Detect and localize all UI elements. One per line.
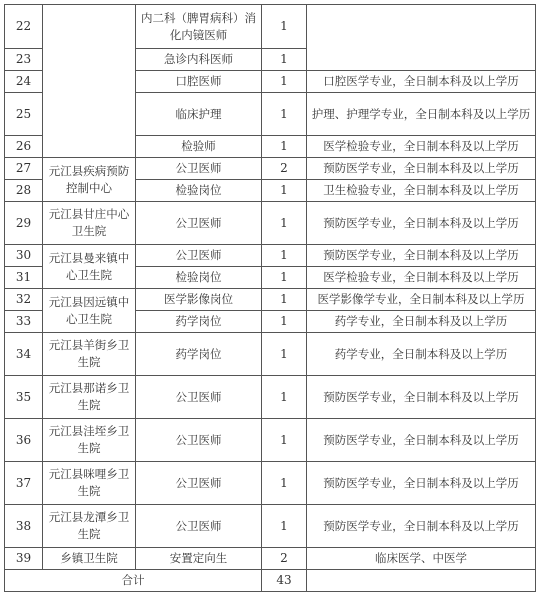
row-number: 39: [5, 548, 43, 570]
table-row: [5, 245, 536, 267]
unit-name: 元江县咪哩乡卫生院: [43, 462, 136, 505]
post-name: 公卫医师: [136, 158, 262, 180]
post-count: 2: [262, 548, 307, 570]
post-name: 公卫医师: [136, 202, 262, 245]
row-number: 35: [5, 376, 43, 419]
table-row: [5, 289, 536, 311]
row-number: 30: [5, 245, 43, 267]
table-row: [5, 548, 536, 570]
post-name: 内二科（脾胃病科）消化内镜医师: [136, 5, 262, 49]
post-name: 公卫医师: [136, 376, 262, 419]
table-row: [5, 333, 536, 376]
unit-name: 元江县羊街乡卫生院: [43, 333, 136, 376]
unit-name: 元江县洼垤乡卫生院: [43, 419, 136, 462]
row-number: 36: [5, 419, 43, 462]
post-count: 1: [262, 180, 307, 202]
post-name: 公卫医师: [136, 419, 262, 462]
row-number: 34: [5, 333, 43, 376]
requirement: 医学影像学专业，全日制本科及以上学历: [307, 289, 536, 311]
post-name: 药学岗位: [136, 333, 262, 376]
post-count: 1: [262, 245, 307, 267]
post-count: 1: [262, 289, 307, 311]
post-count: 2: [262, 158, 307, 180]
row-number: 33: [5, 311, 43, 333]
requirement: 临床医学、中医学: [307, 548, 536, 570]
table-row: [5, 462, 536, 505]
row-number: 29: [5, 202, 43, 245]
requirement: 预防医学专业，全日制本科及以上学历: [307, 376, 536, 419]
requirement: 预防医学专业，全日制本科及以上学历: [307, 158, 536, 180]
row-number: 32: [5, 289, 43, 311]
post-name: 检验岗位: [136, 267, 262, 289]
table-row: [5, 376, 536, 419]
table-row: [5, 505, 536, 548]
unit-name: 元江县那诺乡卫生院: [43, 376, 136, 419]
row-number: 24: [5, 71, 43, 93]
unit-name: 元江县曼来镇中心卫生院: [43, 245, 136, 289]
requirement: 药学专业，全日制本科及以上学历: [307, 333, 536, 376]
post-count: 1: [262, 202, 307, 245]
post-name: 药学岗位: [136, 311, 262, 333]
post-count: 1: [262, 462, 307, 505]
requirement: [307, 5, 536, 71]
row-number: 31: [5, 267, 43, 289]
row-number: 25: [5, 93, 43, 136]
requirement: 护理、护理学专业，全日制本科及以上学历: [307, 93, 536, 136]
total-row: [5, 570, 536, 592]
row-number: 37: [5, 462, 43, 505]
post-name: 医学影像岗位: [136, 289, 262, 311]
requirement: 医学检验专业，全日制本科及以上学历: [307, 267, 536, 289]
row-number: 22: [5, 5, 43, 49]
post-count: 1: [262, 419, 307, 462]
table-row: [5, 158, 536, 180]
post-count: 1: [262, 376, 307, 419]
post-count: 1: [262, 311, 307, 333]
total-count: 43: [262, 570, 307, 592]
unit-name: 元江县龙潭乡卫生院: [43, 505, 136, 548]
row-number: 38: [5, 505, 43, 548]
table-row: [5, 419, 536, 462]
post-count: 1: [262, 93, 307, 136]
post-count: 1: [262, 49, 307, 71]
row-number: 27: [5, 158, 43, 180]
requirement: 医学检验专业，全日制本科及以上学历: [307, 136, 536, 158]
requirement: 药学专业，全日制本科及以上学历: [307, 311, 536, 333]
post-count: 1: [262, 333, 307, 376]
post-name: 公卫医师: [136, 505, 262, 548]
table-row: [5, 202, 536, 245]
total-label: 合计: [5, 570, 262, 592]
post-count: 1: [262, 505, 307, 548]
post-count: 1: [262, 267, 307, 289]
post-count: 1: [262, 136, 307, 158]
post-name: 检验师: [136, 136, 262, 158]
post-count: 1: [262, 5, 307, 49]
post-name: 口腔医师: [136, 71, 262, 93]
requirement: 预防医学专业，全日制本科及以上学历: [307, 505, 536, 548]
total-blank: [307, 570, 536, 592]
requirement: 预防医学专业，全日制本科及以上学历: [307, 245, 536, 267]
unit-name: 元江县疾病预防控制中心: [43, 158, 136, 202]
row-number: 26: [5, 136, 43, 158]
table-row: [5, 5, 536, 49]
unit-name: 乡镇卫生院: [43, 548, 136, 570]
post-name: 安置定向生: [136, 548, 262, 570]
unit-name: 元江县因远镇中心卫生院: [43, 289, 136, 333]
post-name: 临床护理: [136, 93, 262, 136]
unit-name: 元江县甘庄中心卫生院: [43, 202, 136, 245]
row-number: 23: [5, 49, 43, 71]
post-name: 公卫医师: [136, 462, 262, 505]
post-name: 公卫医师: [136, 245, 262, 267]
post-name: 检验岗位: [136, 180, 262, 202]
row-number: 28: [5, 180, 43, 202]
unit-cell: [43, 5, 136, 158]
requirement: 预防医学专业，全日制本科及以上学历: [307, 462, 536, 505]
post-name: 急诊内科医师: [136, 49, 262, 71]
requirement: 卫生检验专业，全日制本科及以上学历: [307, 180, 536, 202]
requirement: 口腔医学专业，全日制本科及以上学历: [307, 71, 536, 93]
recruitment-table: [4, 4, 536, 592]
post-count: 1: [262, 71, 307, 93]
requirement: 预防医学专业，全日制本科及以上学历: [307, 419, 536, 462]
requirement: 预防医学专业，全日制本科及以上学历: [307, 202, 536, 245]
